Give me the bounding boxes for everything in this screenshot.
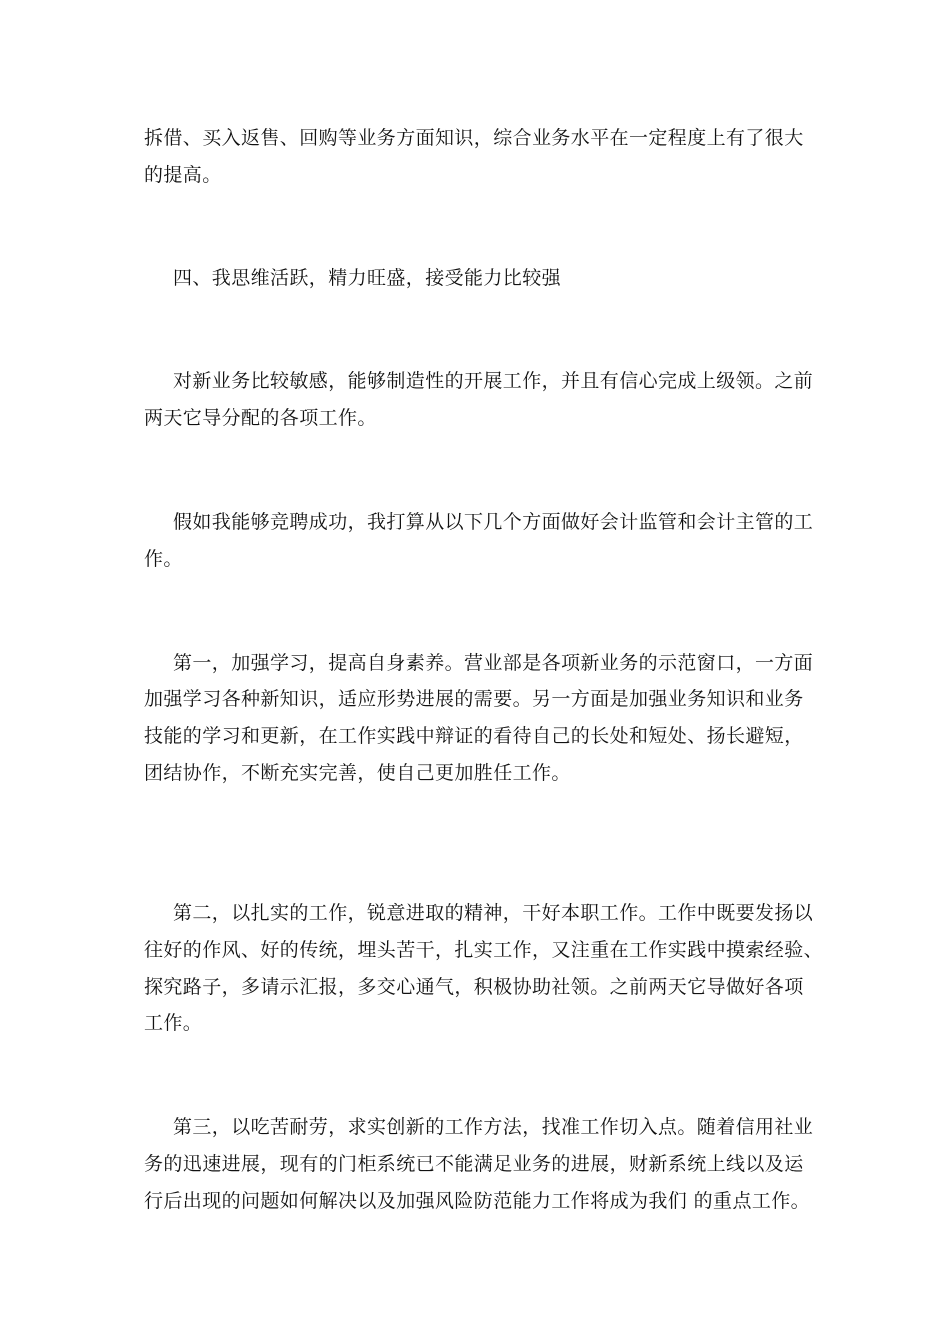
- paragraph-line: 的提高。: [144, 164, 222, 186]
- paragraph-line: 两天它导分配的各项工作。: [144, 407, 377, 429]
- paragraph-line: 行后出现的问题如何解决以及加强风险防范能力工作将成为我们 的重点工作。: [144, 1190, 811, 1212]
- paragraph-line: 工作。: [144, 1012, 203, 1034]
- paragraph-line: 技能的学习和更新，在工作实践中辩证的看待自己的长处和短处、扬长避短，: [144, 725, 804, 747]
- paragraph-line: 加强学习各种新知识，适应形势进展的需要。另一方面是加强业务知识和业务: [144, 688, 804, 710]
- paragraph-line: 第一，加强学习，提高自身素养。营业部是各项新业务的示范窗口，一方面: [173, 652, 814, 674]
- paragraph-line: 探究路子，多请示汇报，多交心通气，积极协助社领。之前两天它导做好各项: [144, 976, 804, 998]
- paragraph-line: 作。: [144, 548, 183, 570]
- paragraph-line: 假如我能够竞聘成功，我打算从以下几个方面做好会计监管和会计主管的工: [173, 511, 814, 533]
- paragraph-line: 务的迅速进展，现有的门柜系统已不能满足业务的进展，财新系统上线以及运: [144, 1153, 804, 1175]
- paragraph-line: 拆借、买入返售、回购等业务方面知识，综合业务水平在一定程度上有了很大: [144, 127, 804, 149]
- section-heading: 四、我思维活跃，精力旺盛，接受能力比较强: [173, 267, 562, 289]
- paragraph-line: 对新业务比较敏感，能够制造性的开展工作，并且有信心完成上级领。之前: [173, 370, 814, 392]
- paragraph-line: 第三，以吃苦耐劳，求实创新的工作方法，找准工作切入点。随着信用社业: [173, 1116, 814, 1138]
- paragraph-line: 团结协作，不断充实完善，使自己更加胜任工作。: [144, 762, 571, 784]
- paragraph-line: 第二，以扎实的工作，锐意进取的精神，干好本职工作。工作中既要发扬以: [173, 902, 814, 924]
- paragraph-line: 往好的作风、好的传统，埋头苦干，扎实工作，又注重在工作实践中摸索经验、: [144, 939, 824, 961]
